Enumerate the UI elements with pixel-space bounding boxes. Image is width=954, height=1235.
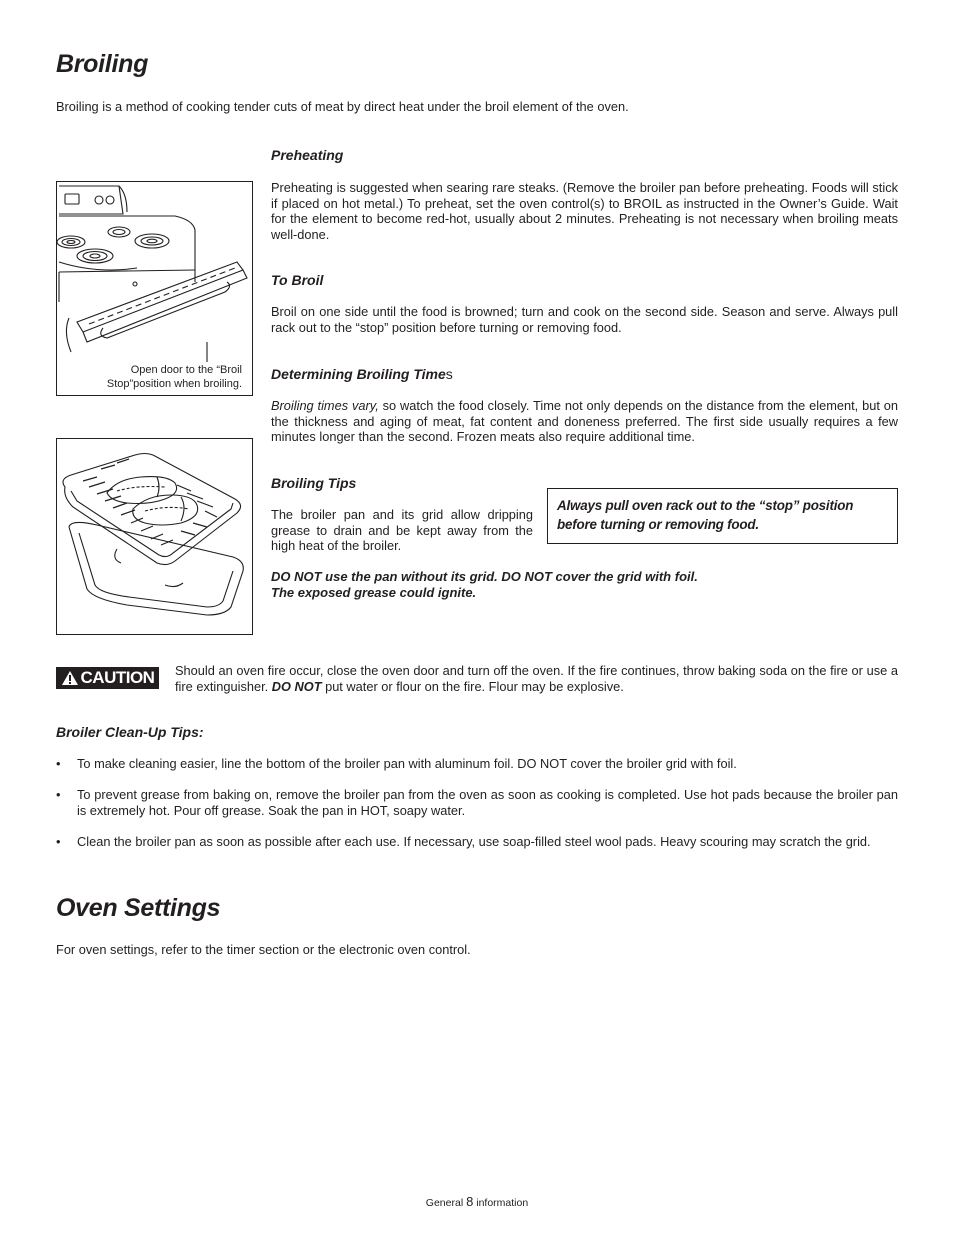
broiling-times-heading-suffix: s: [445, 366, 453, 382]
to-broil-text: Broil on one side until the food is browned; turn and cook on the second side. Season and serve. Always pull rack out to the “stop” position before turning or removing food.: [271, 304, 898, 335]
preheating-text: Preheating is suggested when searing rare steaks. (Remove the broiler pan before preheating. Foods will stick if placed on hot metal.) To preheat, set the oven control(s) to BROIL as instructed in the Owner’s Guide. Wait for the element to become red-hot, usually about 2 minutes. Preheating is not necessary when broiling meats well-done.: [271, 180, 898, 242]
broiler-pan-figure: [56, 438, 253, 635]
bullet-icon: •: [56, 834, 61, 849]
preheating-heading: Preheating: [271, 147, 344, 163]
footer-right: information: [476, 1197, 529, 1209]
broiling-tips-heading: Broiling Tips: [271, 475, 357, 491]
page-footer: [0, 1194, 954, 1209]
broiling-times-text: [271, 398, 898, 445]
cleanup-list-item: [56, 756, 898, 774]
grease-warning-line-1: DO NOT use the pan without its grid. DO NOT cover the grid with foil.: [271, 569, 698, 584]
bullet-icon: •: [56, 756, 61, 771]
caution-text-bold: DO NOT: [271, 678, 322, 694]
caution-text: [175, 663, 898, 694]
figure-caption-line-1: Open door to the “Broil: [130, 364, 242, 376]
rack-callout-text: Always pull oven rack out to the “stop” position before turning or removing food.: [557, 498, 854, 532]
caution-label: CAUTION: [80, 668, 155, 687]
broiling-times-heading-main: Determining Broiling Time: [271, 366, 446, 382]
oven-settings-text: For oven settings, refer to the timer section or the electronic oven control.: [56, 942, 471, 957]
cleanup-item-text: Clean the broiler pan as soon as possible after each use. If necessary, use soap-filled steel wool pads. Heavy scouring may scratch the grid.: [77, 834, 871, 849]
cleanup-list-item: [56, 834, 898, 852]
range-illustration-figure: [56, 181, 253, 396]
cleanup-heading: Broiler Clean-Up Tips:: [56, 724, 204, 740]
broiling-times-lead: Broiling times vary,: [271, 398, 379, 413]
figure-caption-line-2: Stop”position when broiling.: [106, 378, 242, 390]
caution-badge: [56, 667, 159, 689]
caution-text-after: put water or flour on the fire. Flour may be explosive.: [321, 678, 624, 694]
warning-triangle-icon: [61, 670, 79, 686]
broiling-times-body: so watch the food closely. Time not only depends on the distance from the element, but on the thickness and aging of meat, fat content and doneness preferred. The first side usually requires a few minutes longer than the second. Frozen meats also require additional time.: [271, 398, 898, 445]
cleanup-list-item: [56, 787, 898, 821]
footer-left: General: [425, 1197, 464, 1209]
bullet-icon: •: [56, 787, 61, 802]
caution-text-before: Should an oven fire occur, close the oven door and turn off the oven. If the fire continues, throw baking soda on the fire or use a fire extinguisher.: [175, 663, 898, 694]
oven-settings-title: Oven Settings: [56, 894, 221, 922]
rack-callout-box: [547, 488, 898, 544]
grease-warning-line-2: The exposed grease could ignite.: [271, 585, 477, 600]
to-broil-heading: To Broil: [271, 272, 324, 288]
broiling-intro: Broiling is a method of cooking tender cuts of meat by direct heat under the broil element of the oven.: [56, 99, 629, 114]
broiler-pan-grid-illustration: [57, 439, 252, 634]
cleanup-item-text: To make cleaning easier, line the bottom of the broiler pan with aluminum foil. DO NOT cover the broiler grid with foil.: [77, 756, 737, 771]
page-number: 8: [466, 1194, 474, 1209]
broiling-times-heading: [271, 366, 453, 382]
cleanup-item-text: To prevent grease from baking on, remove the broiler pan from the oven as soon as cooking is completed. Use hot pads because the broiler pan is extremely hot. Pour off grease. Soak the pan in HOT, soapy water.: [77, 787, 898, 818]
page-title: Broiling: [56, 50, 149, 78]
range-door-open-illustration: [57, 182, 252, 362]
broiling-tips-text: The broiler pan and its grid allow dripping grease to drain and be kept away from the high heat of the broiler.: [271, 507, 533, 554]
